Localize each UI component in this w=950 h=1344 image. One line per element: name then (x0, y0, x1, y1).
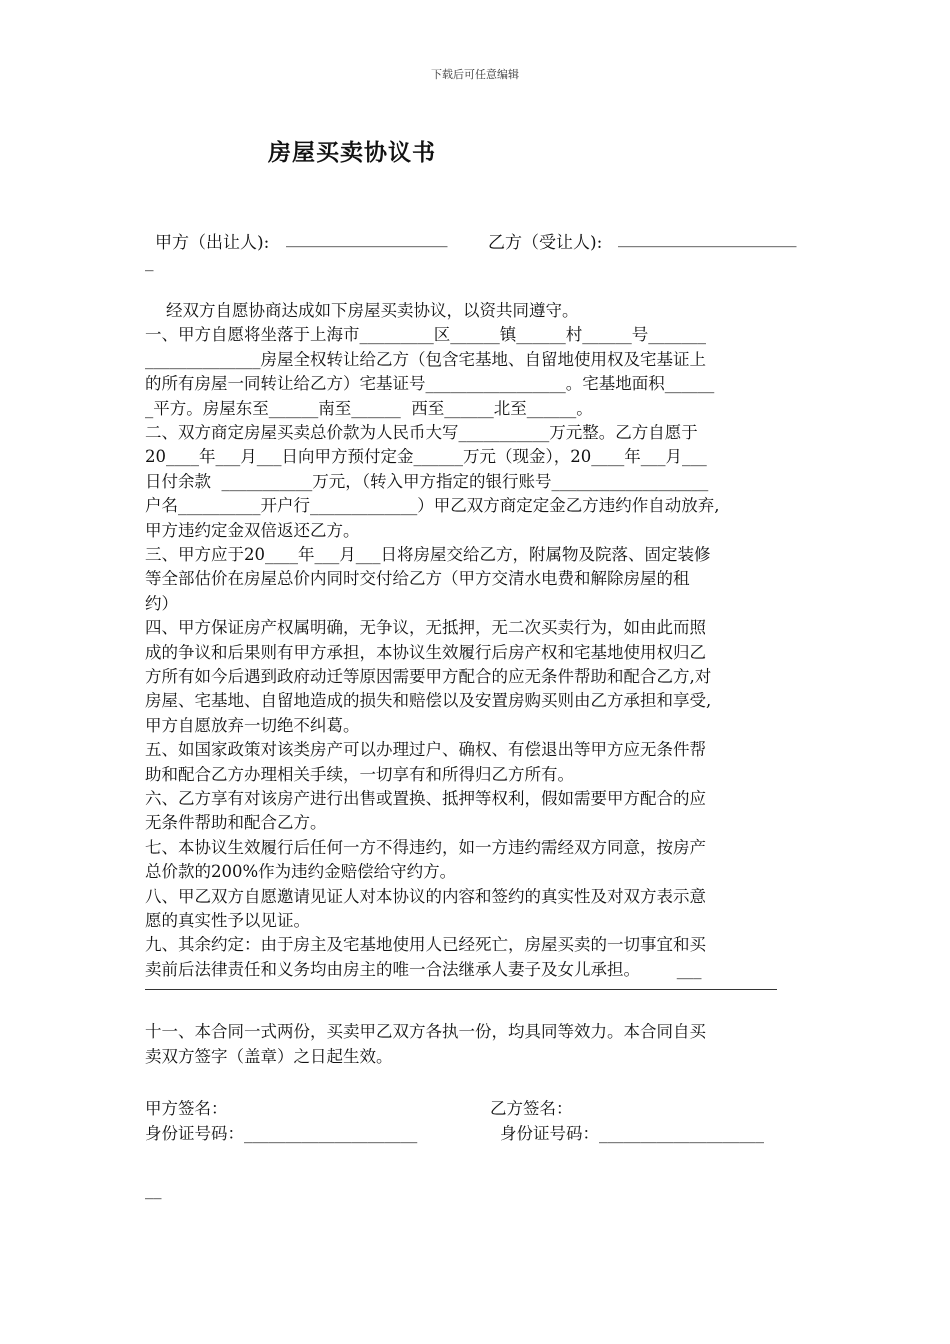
agreement-line: 六、乙方享有对该房产进行出售或置换、抵押等权利，假如需要甲方配合的应 (145, 789, 706, 808)
agreement-line: _平方。房屋东至______南至______ 西至______北至______。 (145, 398, 593, 418)
agreement-line: 等全部估价在房屋总价内同时交付给乙方（甲方交清水电费和解除房屋的租 (145, 569, 690, 589)
agreement-line: 方所有如今后遇到政府动迁等原因需要甲方配合的应无条件帮助和配合乙方,对 (145, 667, 712, 686)
agreement-line: 助和配合乙方办理相关手续，一切享有和所得归乙方所有。 (145, 764, 574, 784)
agreement-line: 约） (145, 593, 178, 613)
agreement-line: 九、其余约定：由于房主及宅基地使用人已经死亡，房屋买卖的一切事宜和买 (145, 935, 706, 955)
agreement-line: 一、甲方自愿将坐落于上海市_________区______镇______村______号_______ (145, 325, 706, 345)
page-header: 下载后可任意编辑 (431, 68, 519, 81)
trailing-blank: __ (145, 1180, 162, 1199)
party-a-id-number: 身份证号码：_____________________ (145, 1124, 418, 1143)
agreement-line: 甲方自愿放弃一切绝不纠葛。 (145, 715, 360, 735)
agreement-line: 五、如国家政策对该类房产可以办理过户、确权、有偿退出等甲方应无条件帮 (145, 740, 706, 760)
agreement-line: 卖前后法律责任和义务均由房主的唯一合法继承人妻子及女儿承担。 ___ (145, 959, 702, 979)
agreement-line: 七、本协议生效履行后任何一方不得违约，如一方违约需经双方同意，按房产 (145, 837, 706, 857)
agreement-line: 愿的真实性予以见证。 (145, 911, 310, 930)
agreement-line: 20____年___月___日向甲方预付定金______万元（现金），20____年___月___ (145, 447, 707, 467)
agreement-line: 三、甲方应于20____年___月___日将房屋交给乙方，附属物及院落、固定装修 (145, 545, 711, 564)
agreement-line: 成的争议和后果则有甲方承担，本协议生效履行后房产权和宅基地使用权归乙 (145, 642, 706, 662)
party-a-label: 甲方（出让人): (155, 233, 270, 253)
document-title: 房屋买卖协议书 (268, 139, 436, 166)
party-b-signature-label: 乙方签名： (490, 1099, 573, 1118)
party-b-label: 乙方（受让人): (488, 233, 603, 253)
party-b-id-number: 身份证号码：____________________ (500, 1124, 764, 1143)
agreement-line: 四、甲方保证房产权属明确，无争议，无抵押，无二次买卖行为，如由此而照 (145, 618, 706, 638)
agreement-line: 经双方自愿协商达成如下房屋买卖协议，以资共同遵守。 (145, 301, 579, 320)
agreement-line: 房屋、宅基地、自留地造成的损失和赔偿以及安置房购买则由乙方承担和享受, (145, 691, 712, 711)
agreement-line: 的所有房屋一同转让给乙方）宅基证号_________________。宅基地面积______ (145, 374, 715, 394)
party-a-blank: ___________________ (286, 228, 448, 248)
agreement-line: 无条件帮助和配合乙方。 (145, 813, 327, 833)
agreement-line: 二、双方商定房屋买卖总价款为人民币大写___________万元整。乙方自愿于 (145, 423, 698, 442)
party-a-signature-label: 甲方签名： (145, 1099, 228, 1118)
closing-line: 十一、本合同一式两份，买卖甲乙双方各执一份，均具同等效力。本合同自买 (145, 1022, 706, 1041)
agreement-line: 日付余款 ___________万元，（转入甲方指定的银行账号___________________ (145, 471, 709, 491)
party-overflow: _ (145, 252, 154, 272)
agreement-line: ______________房屋全权转让给乙方（包含宅基地、自留地使用权及宅基证上 (145, 349, 706, 369)
blank-line (145, 989, 777, 990)
agreement-line: 总价款的200%作为违约金赔偿给守约方。 (145, 862, 457, 882)
closing-line: 卖双方签字（盖章）之日起生效。 (145, 1047, 393, 1066)
agreement-line: 八、甲乙双方自愿邀请见证人对本协议的内容和签约的真实性及对双方表示意 (145, 886, 706, 906)
agreement-line: 甲方违约定金双倍返还乙方。 (145, 520, 360, 540)
party-b-blank: _____________________ (618, 228, 797, 248)
agreement-line: 户名__________开户行_____________）甲乙双方商定定金乙方违约作自动放弃, (145, 496, 720, 516)
